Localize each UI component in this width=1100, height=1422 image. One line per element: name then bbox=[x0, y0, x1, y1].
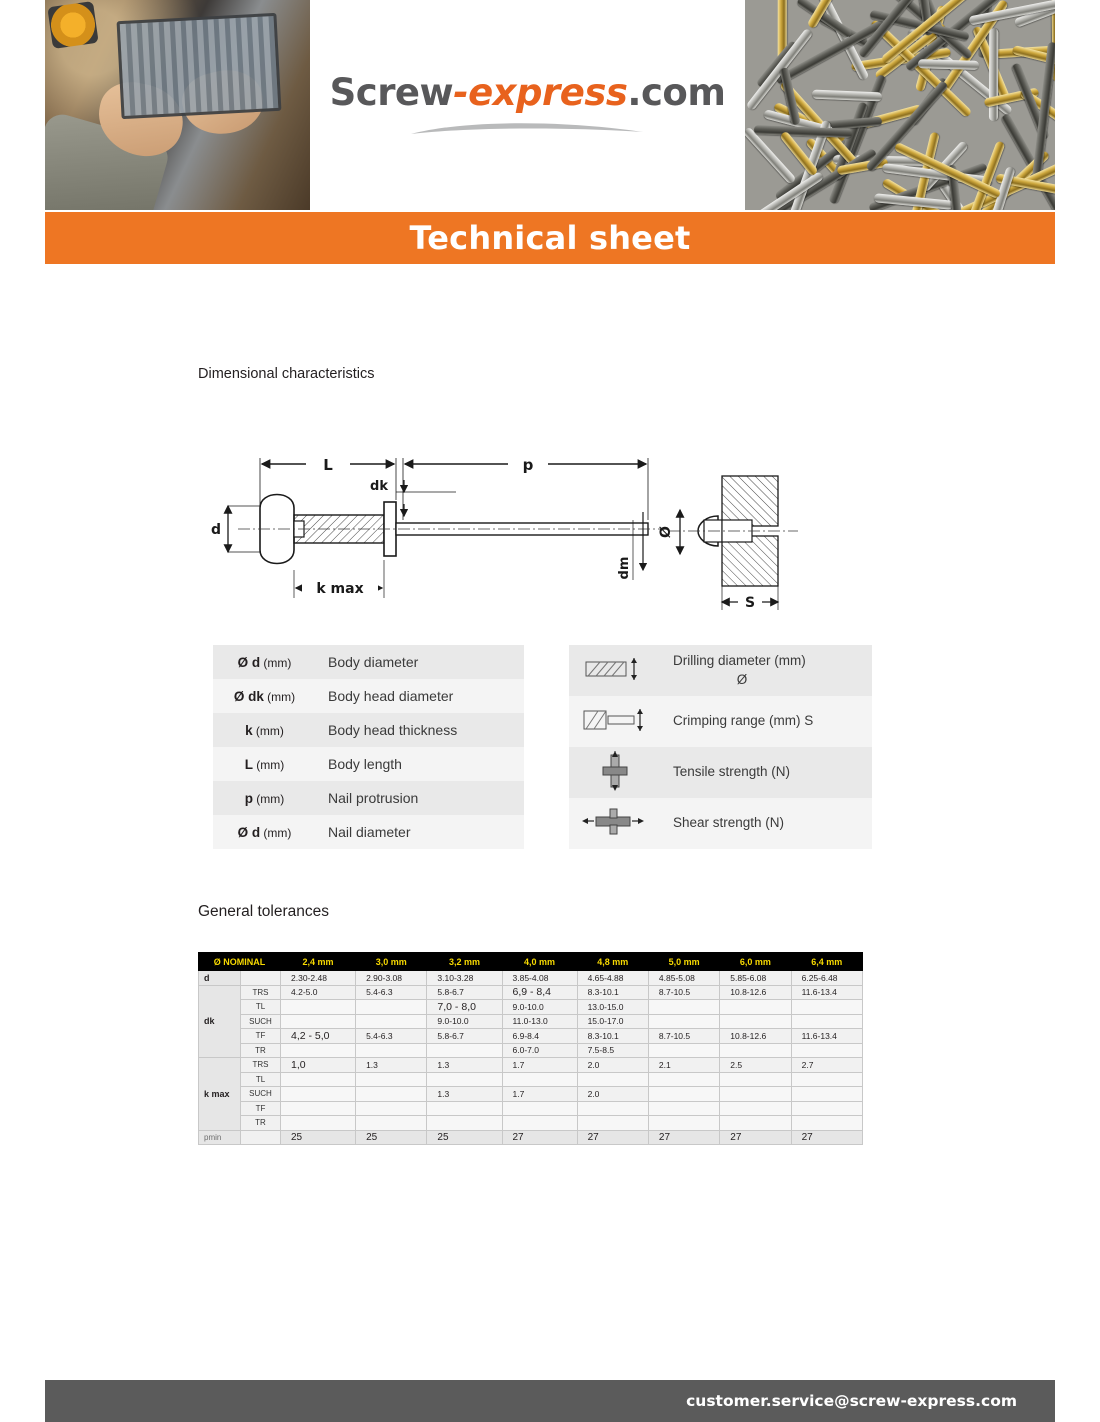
tolerance-cell: 9.0-10.0 bbox=[502, 1000, 577, 1015]
tolerance-cell: 27 bbox=[720, 1130, 791, 1145]
definition-symbol bbox=[213, 747, 316, 781]
definition-symbol bbox=[213, 713, 316, 747]
tolerance-cell bbox=[577, 1101, 648, 1116]
tolerance-column-header: Ø NOMINAL bbox=[199, 953, 281, 971]
tolerance-cell: 25 bbox=[427, 1130, 502, 1145]
tolerance-cell: 5.4-6.3 bbox=[356, 985, 427, 1000]
tolerance-cell: 5.8-6.7 bbox=[427, 1029, 502, 1044]
definition-symbol-text: Ø d bbox=[237, 824, 261, 840]
tolerance-cell bbox=[356, 1116, 427, 1131]
tolerance-cell: 8.7-10.5 bbox=[648, 1029, 719, 1044]
tolerance-cell bbox=[791, 1072, 862, 1087]
tolerance-row bbox=[199, 1087, 863, 1102]
property-row bbox=[569, 645, 872, 696]
rivet-dimension-diagram bbox=[198, 420, 898, 620]
logo-wordmark bbox=[330, 71, 726, 114]
page-title: Technical sheet bbox=[409, 219, 691, 257]
tolerance-cell: 2.0 bbox=[577, 1058, 648, 1073]
shear-strength-icon bbox=[569, 798, 661, 849]
tolerance-cell: 3.85-4.08 bbox=[502, 971, 577, 986]
definition-symbol-text: Ø dk bbox=[233, 688, 264, 704]
tolerance-cell bbox=[648, 1043, 719, 1058]
tolerance-cell: 27 bbox=[648, 1130, 719, 1145]
property-label-secondary: Ø bbox=[736, 671, 748, 687]
tolerance-cell: 1,0 bbox=[281, 1058, 356, 1073]
tolerance-cell: 8.3-10.1 bbox=[577, 985, 648, 1000]
svg-text:k max: k max bbox=[316, 581, 364, 597]
tolerance-sub-label: TL bbox=[241, 1072, 281, 1087]
property-label: Drilling diameter (mm) bbox=[673, 653, 806, 669]
tolerance-cell bbox=[356, 1087, 427, 1102]
drill-hole-icon bbox=[569, 645, 661, 696]
tolerance-group-label: dk bbox=[199, 985, 241, 1058]
tolerance-column-header: 4,0 mm bbox=[502, 953, 577, 971]
svg-text:d: d bbox=[210, 522, 222, 538]
tolerance-cell bbox=[720, 1014, 791, 1029]
tolerance-cell: 13.0-15.0 bbox=[577, 1000, 648, 1015]
tolerance-cell: 27 bbox=[502, 1130, 577, 1145]
tolerance-row bbox=[199, 985, 863, 1000]
tolerance-cell bbox=[427, 1072, 502, 1087]
technical-sheet-title-bar bbox=[45, 212, 1055, 264]
svg-text:p: p bbox=[522, 456, 534, 474]
tolerance-cell bbox=[577, 1116, 648, 1131]
tolerance-cell bbox=[791, 1101, 862, 1116]
brand-logo bbox=[310, 0, 745, 210]
definition-symbol-unit: (mm) bbox=[263, 689, 296, 704]
tolerance-cell bbox=[648, 1014, 719, 1029]
tolerance-cell: 6.9-8.4 bbox=[502, 1029, 577, 1044]
definition-label: Body head diameter bbox=[316, 679, 524, 713]
logo-part-screw: Screw bbox=[329, 70, 454, 114]
tolerance-row bbox=[199, 1029, 863, 1044]
tolerance-cell: 1.3 bbox=[427, 1058, 502, 1073]
tolerance-cell bbox=[502, 1116, 577, 1131]
tolerance-cell bbox=[502, 1072, 577, 1087]
tolerance-cell bbox=[648, 1072, 719, 1087]
tolerance-cell: 4.2-5.0 bbox=[281, 985, 356, 1000]
definition-label: Nail protrusion bbox=[316, 781, 524, 815]
definition-row bbox=[213, 781, 524, 815]
definition-row bbox=[213, 747, 524, 781]
tolerance-cell: 1.3 bbox=[356, 1058, 427, 1073]
tolerance-cell: 2.1 bbox=[648, 1058, 719, 1073]
definition-row bbox=[213, 815, 524, 849]
tolerance-cell: 9.0-10.0 bbox=[427, 1014, 502, 1029]
tolerance-cell: 25 bbox=[356, 1130, 427, 1145]
logo-part-express: -express bbox=[453, 70, 628, 114]
page-header bbox=[45, 0, 1055, 210]
svg-text:dk: dk bbox=[370, 479, 388, 494]
tolerance-cell bbox=[648, 1000, 719, 1015]
tolerance-cell: 11.6-13.4 bbox=[791, 1029, 862, 1044]
tolerance-sub-label: TL bbox=[241, 1000, 281, 1015]
tolerance-cell bbox=[356, 1000, 427, 1015]
definition-symbol-text: Ø d bbox=[237, 654, 261, 670]
definition-symbol-text: p bbox=[244, 790, 253, 806]
tolerance-cell: 6.25-6.48 bbox=[791, 971, 862, 986]
tolerance-cell: 2.90-3.08 bbox=[356, 971, 427, 986]
tolerance-sub-label bbox=[241, 1130, 281, 1145]
definition-symbol bbox=[213, 645, 316, 679]
tolerance-cell: 4.85-5.08 bbox=[648, 971, 719, 986]
tolerance-cell: 4.65-4.88 bbox=[577, 971, 648, 986]
tolerance-cell bbox=[791, 1043, 862, 1058]
tolerance-cell: 5.4-6.3 bbox=[356, 1029, 427, 1044]
tolerance-cell: 27 bbox=[577, 1130, 648, 1145]
property-label-cell bbox=[661, 696, 872, 747]
tolerance-column-header: 4,8 mm bbox=[577, 953, 648, 971]
definition-symbol-unit: (mm) bbox=[252, 723, 284, 738]
tolerance-row bbox=[199, 1000, 863, 1015]
tolerance-header-row bbox=[199, 953, 863, 971]
property-definitions-table bbox=[569, 645, 872, 849]
tolerance-cell: 2.5 bbox=[720, 1058, 791, 1073]
tolerance-row bbox=[199, 971, 863, 986]
logo-part-com: .com bbox=[627, 70, 726, 114]
tolerance-cell bbox=[281, 1101, 356, 1116]
definition-label: Body diameter bbox=[316, 645, 524, 679]
tolerance-cell bbox=[281, 1072, 356, 1087]
tolerance-column-header: 6,0 mm bbox=[720, 953, 791, 971]
tolerance-cell: 4,2 - 5,0 bbox=[281, 1029, 356, 1044]
definition-symbol-unit: (mm) bbox=[260, 825, 292, 840]
property-label: Crimping range (mm) S bbox=[673, 713, 814, 729]
tolerance-cell: 5.8-6.7 bbox=[427, 985, 502, 1000]
screws-photo bbox=[745, 0, 1055, 210]
property-label-cell bbox=[661, 798, 872, 849]
property-row bbox=[569, 747, 872, 798]
general-tolerances-table bbox=[198, 952, 863, 1145]
tolerance-column-header: 3,0 mm bbox=[356, 953, 427, 971]
tolerance-column-header: 6,4 mm bbox=[791, 953, 862, 971]
definition-symbol-text: L bbox=[244, 756, 253, 772]
tolerance-sub-label: TR bbox=[241, 1043, 281, 1058]
tolerance-cell: 11.0-13.0 bbox=[502, 1014, 577, 1029]
tolerance-cell bbox=[427, 1043, 502, 1058]
tolerance-cell: 15.0-17.0 bbox=[577, 1014, 648, 1029]
tolerance-column-header: 2,4 mm bbox=[281, 953, 356, 971]
tolerance-cell bbox=[281, 1116, 356, 1131]
tolerance-cell: 7,0 - 8,0 bbox=[427, 1000, 502, 1015]
tolerance-cell bbox=[281, 1000, 356, 1015]
tolerance-row bbox=[199, 1058, 863, 1073]
definition-symbol bbox=[213, 781, 316, 815]
tolerance-cell: 6.0-7.0 bbox=[502, 1043, 577, 1058]
definition-symbol-unit: (mm) bbox=[260, 655, 292, 670]
svg-text:Ø: Ø bbox=[658, 526, 674, 538]
tolerance-row bbox=[199, 1043, 863, 1058]
tolerance-column-header: 5,0 mm bbox=[648, 953, 719, 971]
tolerance-group-label: d bbox=[199, 971, 241, 986]
tolerance-cell: 1.3 bbox=[427, 1087, 502, 1102]
tape-measure-icon bbox=[48, 1, 99, 49]
tolerance-cell: 1.7 bbox=[502, 1087, 577, 1102]
tolerance-row bbox=[199, 1072, 863, 1087]
tolerance-sub-label: TRS bbox=[241, 1058, 281, 1073]
tolerance-cell: 11.6-13.4 bbox=[791, 985, 862, 1000]
tolerance-row bbox=[199, 1130, 863, 1145]
tolerance-group-label: k max bbox=[199, 1058, 241, 1131]
definition-row bbox=[213, 713, 524, 747]
tolerance-sub-label: SUCH bbox=[241, 1014, 281, 1029]
tolerance-cell bbox=[502, 1101, 577, 1116]
definition-symbol bbox=[213, 815, 316, 849]
tolerance-cell bbox=[720, 1043, 791, 1058]
tolerance-cell bbox=[281, 1043, 356, 1058]
tolerance-cell bbox=[577, 1072, 648, 1087]
tolerance-cell: 10.8-12.6 bbox=[720, 1029, 791, 1044]
dimensional-characteristics-heading: Dimensional characteristics bbox=[198, 366, 375, 382]
page-footer bbox=[45, 1380, 1055, 1422]
tolerance-cell: 2.0 bbox=[577, 1087, 648, 1102]
tolerance-cell bbox=[720, 1101, 791, 1116]
tolerance-row bbox=[199, 1014, 863, 1029]
definition-label: Body length bbox=[316, 747, 524, 781]
tolerance-cell: 10.8-12.6 bbox=[720, 985, 791, 1000]
tolerance-row bbox=[199, 1101, 863, 1116]
tolerance-cell: 3.10-3.28 bbox=[427, 971, 502, 986]
tolerance-sub-label: TF bbox=[241, 1101, 281, 1116]
property-label: Tensile strength (N) bbox=[673, 764, 791, 780]
tolerance-column-header: 3,2 mm bbox=[427, 953, 502, 971]
svg-text:dm: dm bbox=[617, 556, 632, 580]
tensile-strength-icon bbox=[569, 747, 661, 798]
crimp-range-icon bbox=[569, 696, 661, 747]
property-row bbox=[569, 798, 872, 849]
tolerance-cell bbox=[720, 1000, 791, 1015]
tolerance-cell: 2.30-2.48 bbox=[281, 971, 356, 986]
tolerance-cell bbox=[720, 1072, 791, 1087]
tolerance-cell bbox=[427, 1101, 502, 1116]
tolerance-cell bbox=[791, 1116, 862, 1131]
tolerance-cell bbox=[648, 1087, 719, 1102]
tolerance-cell bbox=[720, 1087, 791, 1102]
tolerance-sub-label bbox=[241, 971, 281, 986]
tolerance-cell: 6,9 - 8,4 bbox=[502, 985, 577, 1000]
tolerance-sub-label: TR bbox=[241, 1116, 281, 1131]
tolerance-cell bbox=[427, 1116, 502, 1131]
tolerance-cell bbox=[791, 1087, 862, 1102]
tolerance-cell: 7.5-8.5 bbox=[577, 1043, 648, 1058]
tolerance-cell bbox=[356, 1101, 427, 1116]
tolerance-cell bbox=[356, 1014, 427, 1029]
definition-symbol bbox=[213, 679, 316, 713]
tolerance-cell bbox=[356, 1043, 427, 1058]
tolerance-cell bbox=[356, 1072, 427, 1087]
customer-service-email: customer.service@screw-express.com bbox=[686, 1392, 1017, 1410]
definition-label: Body head thickness bbox=[316, 713, 524, 747]
tolerance-cell bbox=[791, 1000, 862, 1015]
tolerance-cell: 8.7-10.5 bbox=[648, 985, 719, 1000]
tolerance-sub-label: SUCH bbox=[241, 1087, 281, 1102]
definition-row bbox=[213, 645, 524, 679]
svg-text:L: L bbox=[323, 456, 333, 474]
tolerance-cell bbox=[720, 1116, 791, 1131]
tolerance-sub-label: TRS bbox=[241, 985, 281, 1000]
definition-row bbox=[213, 679, 524, 713]
definition-symbol-unit: (mm) bbox=[252, 757, 285, 772]
tolerance-cell bbox=[648, 1116, 719, 1131]
tolerance-cell: 8.3-10.1 bbox=[577, 1029, 648, 1044]
property-label-cell bbox=[661, 645, 872, 696]
tolerance-cell: 27 bbox=[791, 1130, 862, 1145]
tolerance-cell: 25 bbox=[281, 1130, 356, 1145]
tolerance-row bbox=[199, 1116, 863, 1131]
tolerance-group-label: pmin bbox=[199, 1130, 241, 1145]
tolerance-sub-label: TF bbox=[241, 1029, 281, 1044]
tolerance-cell: 5.85-6.08 bbox=[720, 971, 791, 986]
property-row bbox=[569, 696, 872, 747]
definition-label: Nail diameter bbox=[316, 815, 524, 849]
tolerance-cell bbox=[281, 1087, 356, 1102]
definition-symbol-text: k bbox=[245, 722, 253, 738]
workbench-photo bbox=[45, 0, 310, 210]
svg-text:S: S bbox=[744, 595, 756, 611]
logo-swoosh-icon bbox=[403, 118, 653, 140]
general-tolerances-heading: General tolerances bbox=[198, 903, 329, 920]
property-label-cell bbox=[661, 747, 872, 798]
property-label: Shear strength (N) bbox=[673, 815, 785, 831]
definition-symbol-unit: (mm) bbox=[252, 791, 285, 806]
tolerance-cell: 1.7 bbox=[502, 1058, 577, 1073]
tolerance-cell bbox=[791, 1014, 862, 1029]
dimension-definitions-table bbox=[213, 645, 524, 849]
tolerance-cell: 2.7 bbox=[791, 1058, 862, 1073]
tolerance-cell bbox=[648, 1101, 719, 1116]
tolerance-cell bbox=[281, 1014, 356, 1029]
